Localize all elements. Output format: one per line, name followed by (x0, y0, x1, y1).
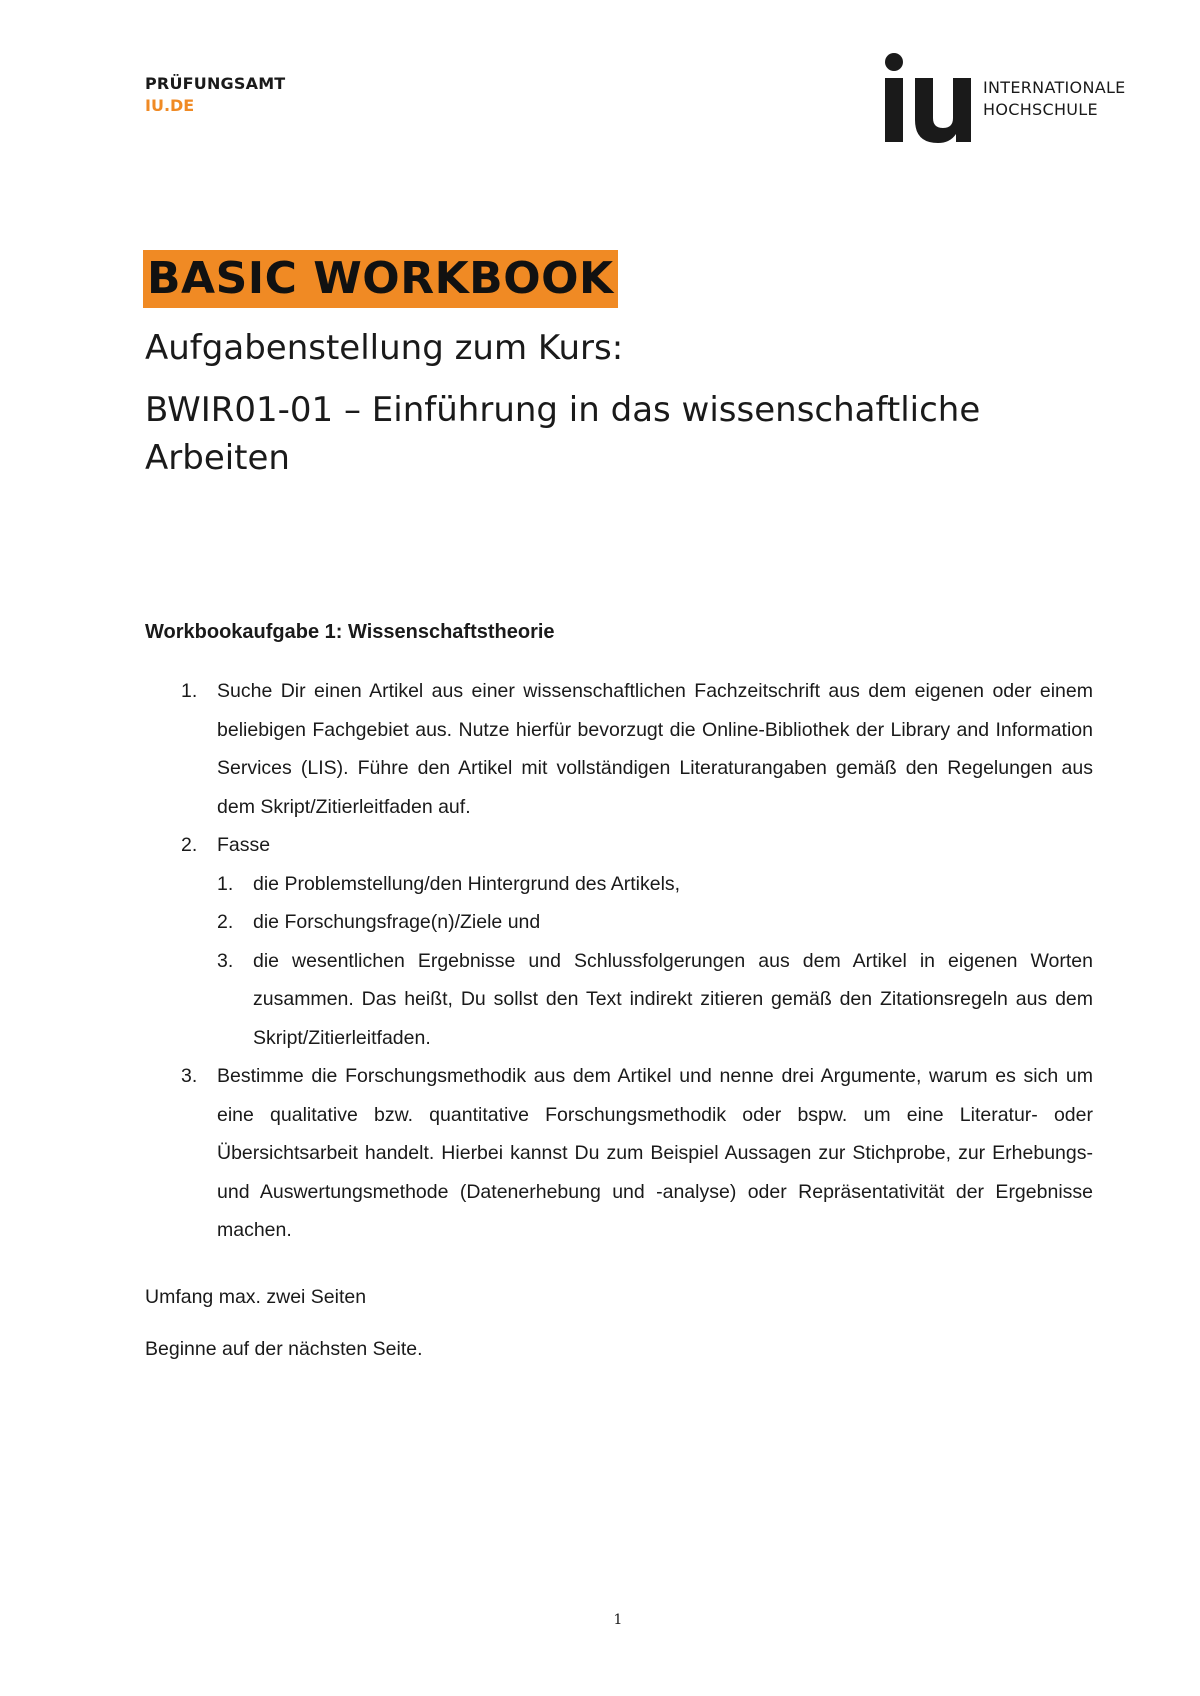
title-block (143, 250, 618, 308)
sub-list-item (217, 903, 1093, 942)
list-item-text: Suche Dir einen Artikel aus einer wissenschaftlichen Fachzeitschrift aus dem eigenen oder einem beliebigen Fachgebiet aus. Nutze hierfür bevorzugt die Online-Bibliothek der Library and Information Services (LIS). Führe den Artikel mit vollständigen Literaturangaben gemäß den Regelungen aus dem Skript/Zitierleitfaden auf. (217, 680, 1093, 818)
sub-list-item (217, 865, 1093, 904)
header-left (145, 74, 285, 115)
list-item-number: 3. (181, 1065, 198, 1087)
logo-wordmark (983, 77, 1126, 121)
sub-list-item-text: die wesentlichen Ergebnisse und Schlussfolgerungen aus dem Artikel in eigenen Worten zusammen. Das heißt, Du sollst den Text indirekt zitieren gemäß den Zitationsregeln aus dem Skript/Zitierleitfaden. (253, 949, 1093, 1049)
sub-list-item-number: 3. (217, 949, 234, 972)
task-heading: Workbookaufgabe 1: Wissenschaftstheorie (145, 621, 555, 643)
document-title: BASIC WORKBOOK (143, 250, 618, 308)
exam-office-label: PRÜFUNGSAMT (145, 74, 286, 93)
scope-note: Umfang max. zwei Seiten (145, 1286, 367, 1308)
list-item-number: 2. (181, 834, 198, 856)
iu-logo-icon (880, 52, 980, 144)
list-item-number: 1. (181, 680, 198, 702)
sub-list-item-text: die Problemstellung/den Hintergrund des Artikels, (253, 872, 681, 895)
list-item-text: Bestimme die Forschungsmethodik aus dem Artikel und nenne drei Argumente, warum es sich um eine qualitative bzw. quantitative Forschungsmethodik oder bspw. um eine Literatur- oder Übersichtsarbeit handelt. Hierbei kannst Du zum Beispiel Aussagen zur Stichprobe, zur Erhebungs- und Auswertungsmethode (Datenerhebung und -analyse) oder Repräsentativität der Ergebnisse machen. (217, 1065, 1093, 1241)
list-item (145, 1057, 1093, 1250)
sub-list (217, 865, 1093, 1058)
sub-list-item-number: 1. (217, 872, 234, 895)
iu-logo (880, 52, 1140, 144)
logo-line-1: INTERNATIONALE (983, 78, 1126, 97)
list-item-text: Fasse (217, 834, 271, 856)
course-title: BWIR01-01 – Einführung in das wissenschaftliche Arbeiten (145, 390, 981, 478)
list-item (145, 826, 1093, 1057)
page-number: 1 (613, 1612, 623, 1628)
logo-line-2: HOCHSCHULE (983, 100, 1098, 119)
task-list (145, 672, 1093, 1250)
sub-list-item (217, 942, 1093, 1058)
list-item (145, 672, 1093, 826)
document-subtitle: Aufgabenstellung zum Kurs: (145, 328, 624, 368)
begin-note: Beginne auf der nächsten Seite. (145, 1338, 423, 1360)
sub-list-item-number: 2. (217, 911, 234, 933)
sub-list-item-text: die Forschungsfrage(n)/Ziele und (253, 911, 541, 933)
website-link[interactable]: IU.DE (145, 96, 195, 115)
